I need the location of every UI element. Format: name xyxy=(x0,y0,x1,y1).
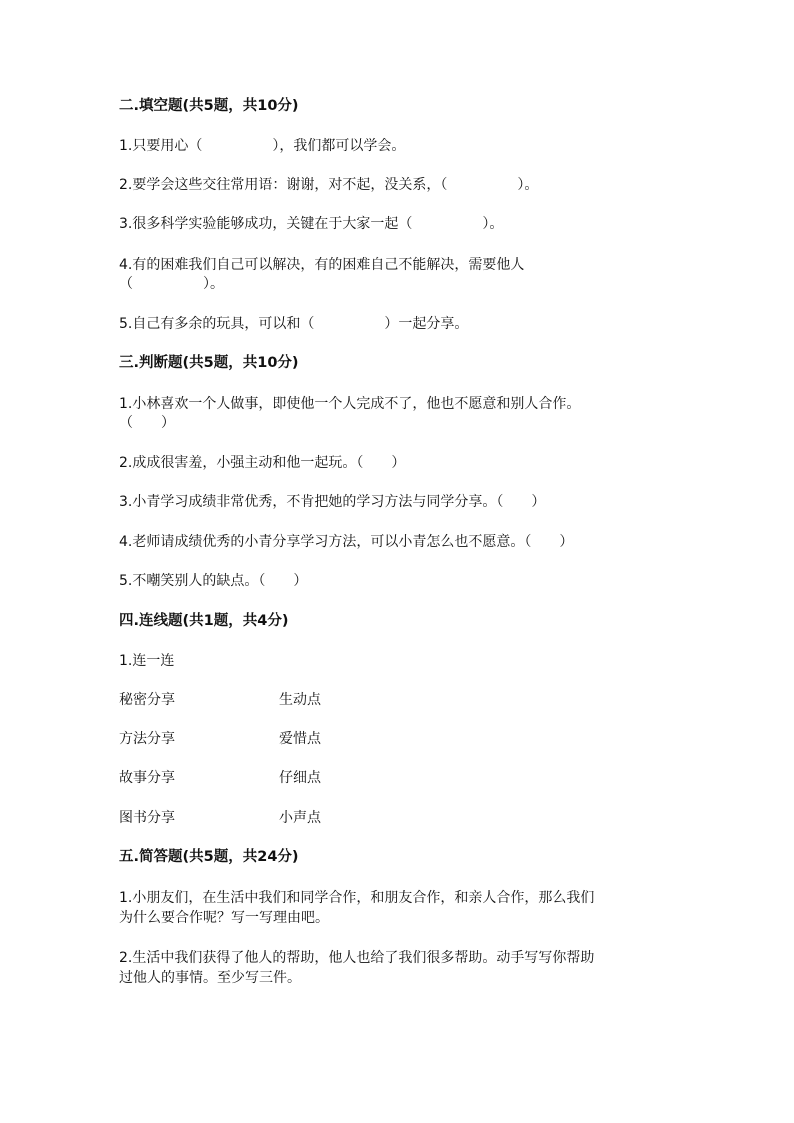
matching-question-1: 1.连一连 xyxy=(119,653,175,669)
short-answer-question-2-line2: 过他人的事情。至少写三件。 xyxy=(119,970,301,986)
matching-left-item: 图书分享 xyxy=(119,810,175,826)
matching-left-item: 方法分享 xyxy=(119,731,175,747)
fill-blank-question-2: 2.要学会这些交往常用语：谢谢，对不起，没关系，（ ）。 xyxy=(119,177,539,193)
matching-right-item: 仔细点 xyxy=(279,770,321,786)
fill-blank-question-5: 5.自己有多余的玩具，可以和（ ）一起分享。 xyxy=(119,316,469,332)
true-false-question-3: 3.小青学习成绩非常优秀，不肯把她的学习方法与同学分享。（ ） xyxy=(119,494,546,510)
matching-left-item: 秘密分享 xyxy=(119,692,175,708)
true-false-question-1-line2: （ ） xyxy=(119,415,175,431)
fill-blank-question-3: 3.很多科学实验能够成功，关键在于大家一起（ ）。 xyxy=(119,216,504,232)
matching-right-item: 小声点 xyxy=(279,810,321,826)
true-false-question-2: 2.成成很害羞，小强主动和他一起玩。（ ） xyxy=(119,455,406,471)
short-answer-question-1-line2: 为什么要合作呢？写一写理由吧。 xyxy=(119,910,329,926)
section-heading-fill-blank: 二.填空题(共5题，共10分) xyxy=(119,98,299,114)
fill-blank-question-1: 1.只要用心（ ），我们都可以学会。 xyxy=(119,138,406,154)
matching-right-item: 爱惜点 xyxy=(279,731,321,747)
fill-blank-question-4-line2: （ ）。 xyxy=(119,276,224,292)
short-answer-question-1-line1: 1.小朋友们，在生活中我们和同学合作，和朋友合作，和亲人合作，那么我们 xyxy=(119,890,595,906)
true-false-question-5: 5.不嘲笑别人的缺点。（ ） xyxy=(119,573,308,589)
section-heading-short-answer: 五.简答题(共5题，共24分) xyxy=(119,849,299,865)
section-heading-true-false: 三.判断题(共5题，共10分) xyxy=(119,355,299,371)
section-heading-matching: 四.连线题(共1题，共4分) xyxy=(119,613,289,629)
true-false-question-1-line1: 1.小林喜欢一个人做事，即使他一个人完成不了，他也不愿意和别人合作。 xyxy=(119,396,581,412)
fill-blank-question-4-line1: 4.有的困难我们自己可以解决，有的困难自己不能解决，需要他人 xyxy=(119,257,525,273)
matching-right-item: 生动点 xyxy=(279,692,321,708)
short-answer-question-2-line1: 2.生活中我们获得了他人的帮助，他人也给了我们很多帮助。动手写写你帮助 xyxy=(119,950,595,966)
matching-left-item: 故事分享 xyxy=(119,770,175,786)
true-false-question-4: 4.老师请成绩优秀的小青分享学习方法，可以小青怎么也不愿意。（ ） xyxy=(119,534,574,550)
